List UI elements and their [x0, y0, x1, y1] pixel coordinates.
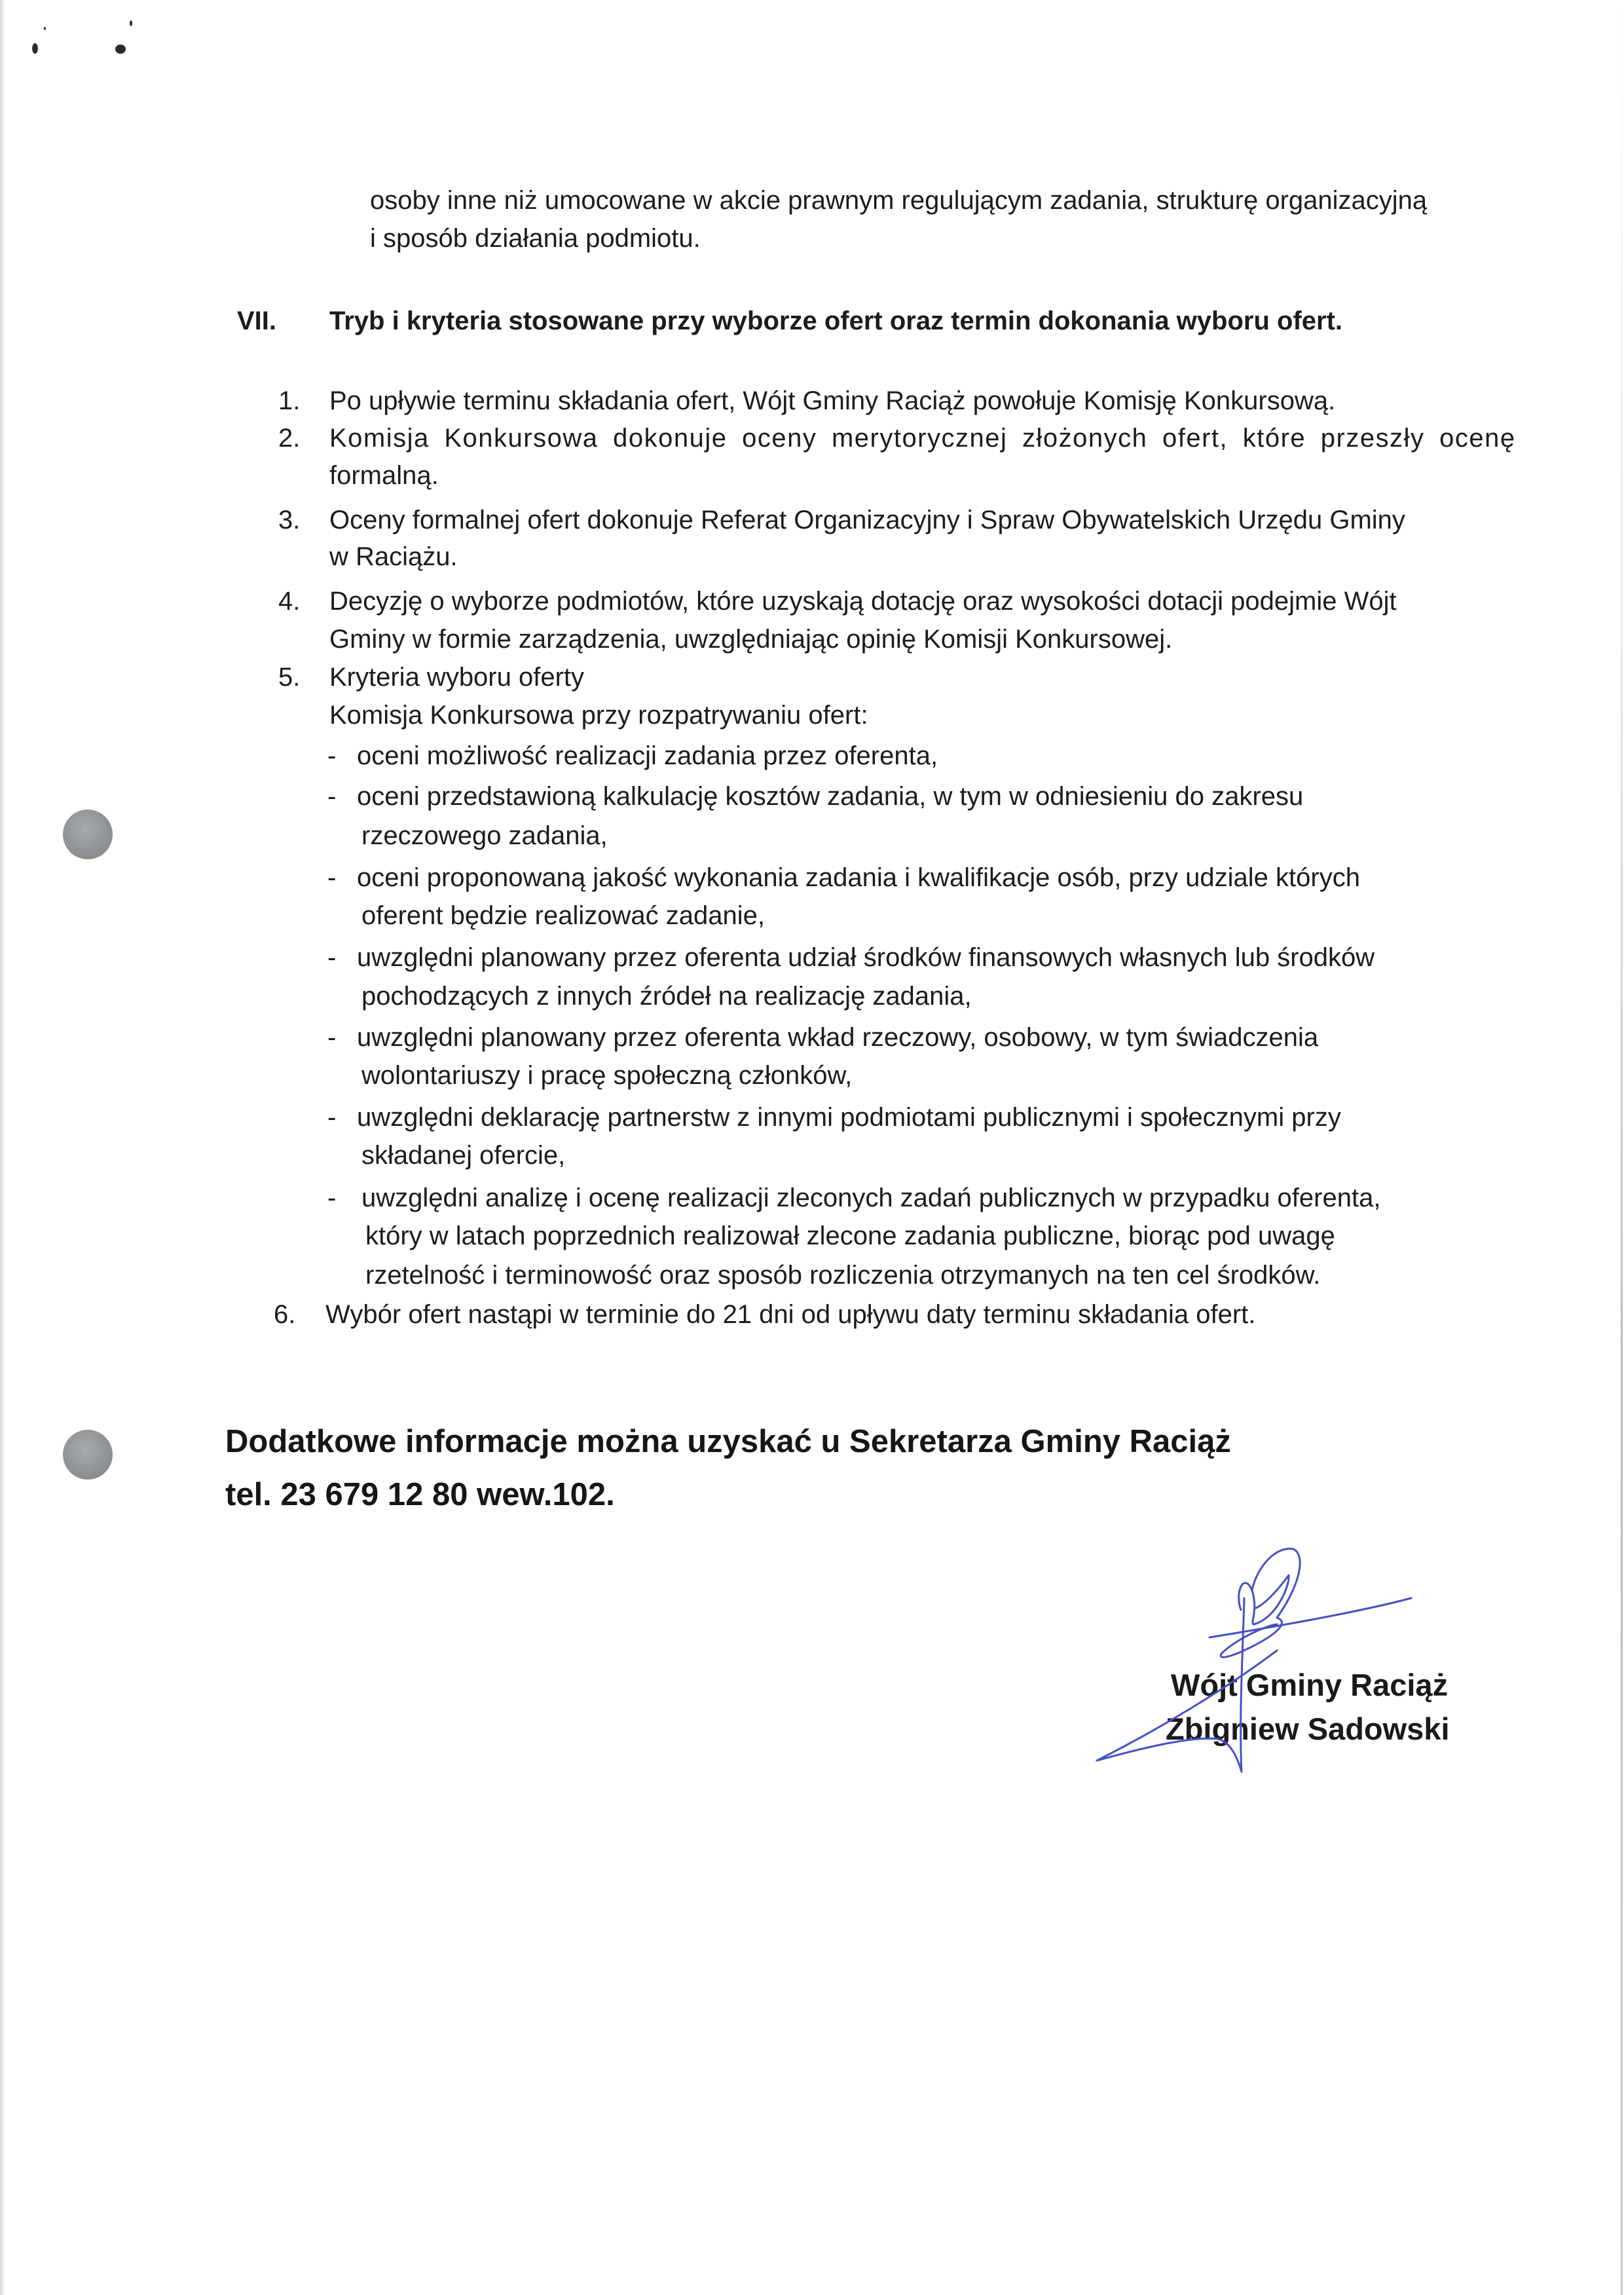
- item-text: Po upływie terminu składania ofert, Wójt Gminy Raciąż powołuje Komisję Konkursową.: [329, 386, 1336, 415]
- item-number: 5.: [278, 663, 301, 692]
- item-text: w Raciążu.: [329, 542, 458, 571]
- criterion-text: składanej ofercie,: [361, 1141, 566, 1170]
- item-number: 2.: [278, 424, 301, 453]
- section-number: VII.: [237, 307, 277, 335]
- item-text: Gminy w formie zarządzenia, uwzględniając opinię Komisji Konkursowej.: [329, 625, 1173, 654]
- item-text: Kryteria wyboru oferty: [329, 663, 585, 692]
- bullet-dash: -: [327, 782, 337, 811]
- scan-right-edge: [1621, 0, 1623, 2295]
- scan-speck: [44, 27, 46, 30]
- item-number: 4.: [278, 587, 301, 616]
- item-number: 6.: [274, 1300, 296, 1329]
- item-text: formalną.: [329, 461, 439, 490]
- criterion-text: oceni przedstawioną kalkulację kosztów zadania, w tym w odniesieniu do zakresu: [357, 782, 1304, 811]
- item-text: Wybór ofert nastąpi w terminie do 21 dni od upływu daty terminu składania ofert.: [325, 1300, 1256, 1329]
- bullet-dash: -: [327, 1103, 337, 1132]
- bullet-dash: -: [327, 1023, 337, 1052]
- scan-speck: [115, 45, 126, 54]
- signature-name: Zbigniew Sadowski: [1166, 1711, 1450, 1746]
- scan-speck: [32, 43, 38, 54]
- bullet-dash: -: [327, 943, 337, 972]
- paragraph-line: osoby inne niż umocowane w akcie prawnym regulującym zadania, strukturę organizacyjną: [370, 186, 1428, 215]
- contact-phone: tel. 23 679 12 80 wew.102.: [225, 1477, 615, 1512]
- item-text: Oceny formalnej ofert dokonuje Referat Organizacyjny i Spraw Obywatelskich Urzędu Gminy: [329, 506, 1405, 534]
- bullet-dash: -: [327, 741, 337, 770]
- item-number: 3.: [278, 506, 301, 534]
- criterion-text: uwzględni deklarację partnerstw z innymi podmiotami publicznymi i społecznymi przy: [357, 1103, 1341, 1132]
- punch-hole-icon: [63, 810, 113, 859]
- item-number: 1.: [278, 386, 301, 415]
- scan-left-edge: [0, 0, 4, 2295]
- criterion-text: rzeczowego zadania,: [361, 821, 608, 850]
- criterion-text: rzetelność i terminowość oraz sposób rozliczenia otrzymanych na ten cel środków.: [365, 1261, 1321, 1290]
- criterion-text: pochodzących z innych źródeł na realizację zadania,: [361, 982, 972, 1011]
- criterion-text: który w latach poprzednich realizował zlecone zadania publiczne, biorąc pod uwagę: [365, 1222, 1335, 1250]
- criterion-text: uwzględni planowany przez oferenta wkład rzeczowy, osobowy, w tym świadczenia: [357, 1023, 1319, 1052]
- criterion-text: uwzględni planowany przez oferenta udział środków finansowych własnych lub środków: [357, 943, 1375, 972]
- paragraph-line: i sposób działania podmiotu.: [370, 224, 701, 253]
- bullet-dash: -: [327, 863, 337, 892]
- section-title: Tryb i kryteria stosowane przy wyborze ofert oraz termin dokonania wyboru ofert.: [329, 307, 1343, 335]
- criterion-text: oceni proponowaną jakość wykonania zadania i kwalifikacje osób, przy udziale których: [357, 863, 1360, 892]
- criterion-text: wolontariuszy i pracę społeczną członków,: [361, 1061, 853, 1090]
- item-text: Decyzję o wyborze podmiotów, które uzyskają dotację oraz wysokości dotacji podejmie Wójt: [329, 587, 1397, 616]
- scan-speck: [130, 20, 132, 26]
- item-text: Komisja Konkursowa dokonuje oceny merytorycznej złożonych ofert, które przeszły ocenę: [329, 424, 1516, 453]
- contact-info-line: Dodatkowe informacje można uzyskać u Sekretarza Gminy Raciąż: [225, 1424, 1231, 1459]
- punch-hole-icon: [63, 1430, 113, 1480]
- bullet-dash: -: [327, 1184, 337, 1212]
- item-text: Komisja Konkursowa przy rozpatrywaniu ofert:: [329, 701, 868, 730]
- criterion-text: uwzględni analizę i ocenę realizacji zleconych zadań publicznych w przypadku oferenta,: [361, 1184, 1381, 1212]
- handwritten-signature-icon: [1080, 1520, 1559, 1795]
- signature-title: Wójt Gminy Raciąż: [1171, 1668, 1449, 1702]
- criterion-text: oferent będzie realizować zadanie,: [361, 901, 765, 930]
- criterion-text: oceni możliwość realizacji zadania przez oferenta,: [357, 741, 938, 770]
